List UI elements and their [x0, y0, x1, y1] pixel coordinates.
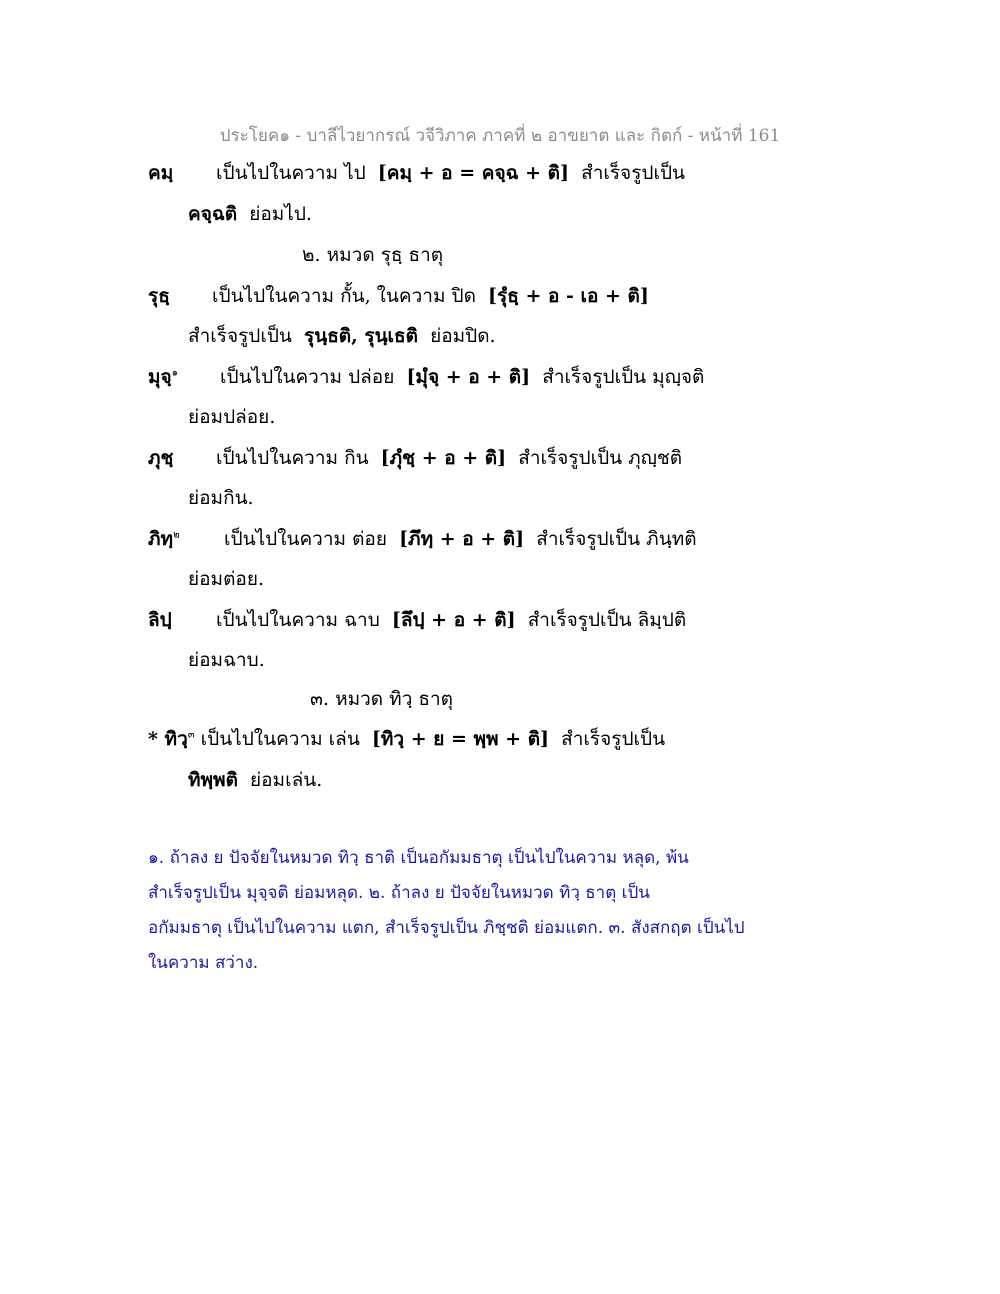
- entry-lip-line1: [148, 609, 686, 632]
- entry-result-bold: ทิพฺพติ: [188, 769, 238, 791]
- footnote-line: อกัมมธาตุ เป็นไปในความ แตก, สำเร็จรูปเป็น ภิชฺชติ ย่อมแตก. ๓. สังสกฤต เป็นไป: [148, 918, 745, 938]
- entry-formula: [ลึปฺ + อ + ติ]: [391, 609, 516, 631]
- entry-meaning: เป็นไปในความ ต่อย: [224, 528, 387, 550]
- entry-result-plain: ย่อมเล่น.: [250, 769, 323, 791]
- entry-meaning: เป็นไปในความ กั้น, ในความ ปิด: [212, 285, 476, 307]
- entry-meaning: เป็นไปในความ ฉาบ: [216, 609, 380, 631]
- entry-bhid-line1: [148, 528, 697, 551]
- entry-meaning: เป็นไปในความ ปล่อย: [220, 366, 395, 388]
- entry-formula: [ภึทฺ + อ + ติ]: [399, 528, 525, 550]
- footnote-marker: ๓: [187, 729, 195, 741]
- section-heading-div: ๓. หมวด ทิวฺ ธาตุ: [310, 688, 454, 710]
- entry-root: ภุชฺ: [148, 447, 174, 469]
- entry-result-plain: ย่อมต่อย.: [188, 568, 264, 590]
- entry-lip-line2: [188, 649, 265, 672]
- entry-after: สำเร็จรูปเป็น ภินฺทติ: [536, 528, 697, 550]
- entry-after: สำเร็จรูปเป็น: [561, 728, 666, 750]
- entry-bhuj-line2: [188, 487, 254, 510]
- entry-rudh-line1: [148, 285, 649, 308]
- footnote-marker: ๒: [173, 529, 180, 541]
- entry-formula: [ภุํชฺ + อ + ติ]: [380, 447, 507, 469]
- entry-rudh-line2: [188, 325, 496, 348]
- entry-formula: [รุํธฺ + อ - เอ + ติ]: [488, 285, 649, 307]
- entry-after: สำเร็จรูปเป็น: [581, 162, 685, 184]
- footnote-line: ๑. ถ้าลง ย ปัจจัยในหมวด ทิวฺ ธาติ เป็นอกัมมธาตุ เป็นไปในความ หลุด, พ้น: [148, 848, 689, 868]
- entry-result-bold: รุนฺธติ, รุนฺเธติ: [304, 325, 418, 347]
- entry-result-plain: ย่อมปิด.: [430, 325, 496, 347]
- entry-div-line2: [188, 769, 322, 792]
- entry-result-plain: ย่อมปล่อย.: [188, 406, 276, 428]
- entry-root: ลิปฺ: [148, 609, 172, 631]
- entry-formula: [คมฺ + อ = คจฺฉ + ติ]: [377, 162, 569, 184]
- entry-root: คมฺ: [148, 162, 174, 184]
- entry-result-plain: ย่อมไป.: [249, 203, 312, 225]
- entry-kam-line2: [188, 203, 312, 226]
- entry-root: ภิทฺ$^๒$: [148, 528, 180, 550]
- footnote-marker: ๑: [171, 367, 179, 379]
- section-heading-rudh: ๒. หมวด รุธฺ ธาตุ: [302, 244, 444, 266]
- entry-bhid-line2: [188, 568, 264, 591]
- entry-root: * ทิวฺ$^๓$: [148, 728, 195, 750]
- entry-div-line1: [148, 728, 665, 751]
- entry-bhuj-line1: [148, 447, 682, 470]
- page-header: ประโยค๑ - บาลีไวยากรณ์ วจีวิภาค ภาคที่ ๒ อาขยาต และ กิตก์ - หน้าที่ 161: [219, 126, 781, 146]
- entry-after: สำเร็จรูปเป็น ลิมฺปติ: [527, 609, 687, 631]
- entry-root: มุจฺ$^๑$: [148, 366, 179, 388]
- entry-result-plain: ย่อมกิน.: [188, 487, 254, 509]
- entry-formula: [มุํจฺ + อ + ติ]: [406, 366, 531, 388]
- entry-root: รุธฺ: [148, 285, 170, 307]
- entry-muc-line2: [188, 406, 275, 429]
- entry-result-plain: ย่อมฉาบ.: [188, 649, 265, 671]
- entry-formula: [ทิวฺ + ย = พฺพ + ติ]: [371, 728, 550, 750]
- entry-after: สำเร็จรูปเป็น ภุญฺชติ: [518, 447, 683, 469]
- entry-after: สำเร็จรูปเป็น มุญฺจติ: [542, 366, 705, 388]
- entry-result-bold: คจฺฉติ: [188, 203, 238, 225]
- entry-result-pre: สำเร็จรูปเป็น: [188, 325, 292, 347]
- entry-meaning: เป็นไปในความ กิน: [216, 447, 369, 469]
- entry-meaning: เป็นไปในความ เล่น: [200, 728, 360, 750]
- footnote-line: ในความ สว่าง.: [148, 953, 259, 973]
- entry-meaning: เป็นไปในความ ไป: [216, 162, 366, 184]
- entry-muc-line1: [148, 366, 704, 389]
- entry-kam-line1: [148, 162, 685, 185]
- footnote-line: สำเร็จรูปเป็น มุจฺจติ ย่อมหลุด. ๒. ถ้าลง ย ปัจจัยในหมวด ทิวฺ ธาตุ เป็น: [148, 883, 650, 903]
